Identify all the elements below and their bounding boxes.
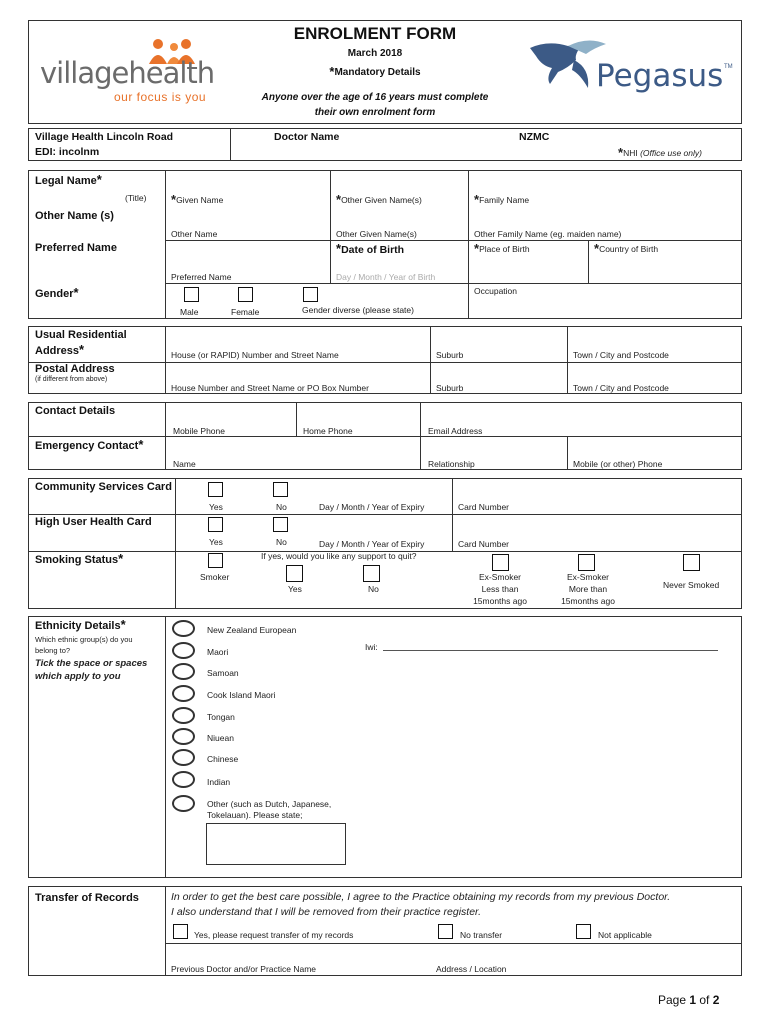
ethnicity-radio-indian[interactable] bbox=[172, 771, 195, 788]
ethnicity-option: Maori bbox=[207, 647, 229, 657]
ethnicity-radio-samoan[interactable] bbox=[172, 663, 195, 680]
contact-details-label: Contact Details bbox=[35, 405, 116, 417]
quit-support-question: If yes, would you like any support to quit? bbox=[261, 551, 417, 561]
ethnicity-option: Indian bbox=[207, 777, 231, 787]
csc-no-label: No bbox=[276, 502, 287, 512]
dob-label: *Date of Birth bbox=[336, 241, 405, 256]
transfer-no-label: No transfer bbox=[460, 930, 503, 940]
female-checkbox[interactable] bbox=[238, 287, 253, 302]
ex-smoker-less-label-1: Ex-Smoker bbox=[478, 572, 522, 582]
mandatory-note: *Mandatory Details bbox=[329, 64, 421, 79]
pegasus-tm: TM bbox=[724, 64, 733, 70]
huhc-label: High User Health Card bbox=[35, 516, 152, 528]
iwi-input-line[interactable] bbox=[383, 650, 718, 651]
never-smoked-label: Never Smoked bbox=[663, 580, 720, 590]
transfer-label: Transfer of Records bbox=[35, 892, 139, 904]
csc-yes-checkbox[interactable] bbox=[208, 482, 223, 497]
ethnicity-other-input[interactable] bbox=[206, 823, 346, 865]
previous-doctor-field[interactable]: Previous Doctor and/or Practice Name bbox=[171, 964, 317, 974]
usual-address-label-2: Address* bbox=[35, 342, 85, 357]
iwi-label: Iwi: bbox=[365, 642, 378, 652]
form-date: March 2018 bbox=[347, 48, 403, 59]
suburb-field[interactable]: Suburb bbox=[436, 350, 464, 360]
form-title: ENROLMENT FORM bbox=[293, 24, 457, 43]
villagehealth-logo bbox=[40, 38, 220, 104]
ex-smoker-more-label-3: 15months ago bbox=[561, 596, 615, 606]
emergency-contact-label: Emergency Contact* bbox=[35, 437, 144, 452]
emergency-mobile-field[interactable]: Mobile (or other) Phone bbox=[573, 459, 663, 469]
ethnicity-instruction-1: Tick the space or spaces bbox=[35, 658, 148, 669]
ethnicity-radio-niuean[interactable] bbox=[172, 728, 195, 745]
quit-no-checkbox[interactable] bbox=[363, 565, 380, 582]
email-field[interactable]: Email Address bbox=[428, 426, 483, 436]
nhi-label: *NHI (Office use only) bbox=[618, 145, 702, 160]
emergency-name-field[interactable]: Name bbox=[173, 459, 196, 469]
csc-card-number-field[interactable]: Card Number bbox=[458, 502, 510, 512]
csc-label: Community Services Card bbox=[35, 481, 172, 493]
quit-no-label: No bbox=[368, 584, 379, 594]
smoker-checkbox[interactable] bbox=[208, 553, 223, 568]
logo-wordmark: villagehealth bbox=[40, 56, 215, 90]
preferred-name-field[interactable]: Preferred Name bbox=[171, 272, 232, 282]
ethnicity-other-label-2: Tokelauan). Please state; bbox=[207, 810, 303, 820]
town-field[interactable]: Town / City and Postcode bbox=[573, 350, 669, 360]
family-name-label: *Family Name bbox=[474, 192, 530, 207]
suburb2-field[interactable]: Suburb bbox=[436, 383, 464, 393]
transfer-na-label: Not applicable bbox=[598, 930, 652, 940]
dob-field[interactable]: Day / Month / Year of Birth bbox=[336, 272, 436, 282]
ethnicity-radio-cook-island-maori[interactable] bbox=[172, 685, 195, 702]
page-number: Page 1 of 2 bbox=[658, 993, 720, 1007]
postal-note: (if different from above) bbox=[35, 376, 108, 383]
doctor-name-label: Doctor Name bbox=[274, 131, 340, 143]
mobile-phone-field[interactable]: Mobile Phone bbox=[173, 426, 225, 436]
age-note-line2: their own enrolment form bbox=[314, 107, 436, 118]
pegasus-logo bbox=[528, 38, 738, 100]
ethnicity-radio-nz-european[interactable] bbox=[172, 620, 195, 637]
other-family-field[interactable]: Other Family Name (eg. maiden name) bbox=[474, 229, 622, 239]
ex-smoker-more-label-1: Ex-Smoker bbox=[566, 572, 610, 582]
title-label: (Title) bbox=[125, 193, 147, 203]
ethnicity-radio-chinese[interactable] bbox=[172, 749, 195, 766]
ethnicity-label: Ethnicity Details* bbox=[35, 617, 126, 632]
transfer-no-checkbox[interactable] bbox=[438, 924, 453, 939]
transfer-na-checkbox[interactable] bbox=[576, 924, 591, 939]
gender-diverse-checkbox[interactable] bbox=[303, 287, 318, 302]
ethnicity-question-2: belong to? bbox=[35, 646, 71, 655]
house-po-field[interactable]: House Number and Street Name or PO Box Number bbox=[171, 383, 369, 393]
female-label: Female bbox=[231, 307, 260, 317]
legal-name-label: Legal Name* bbox=[35, 172, 102, 187]
ethnicity-radio-tongan[interactable] bbox=[172, 707, 195, 724]
ex-smoker-less-checkbox[interactable] bbox=[492, 554, 509, 571]
ethnicity-other-label-1: Other (such as Dutch, Japanese, bbox=[207, 799, 332, 809]
age-note-line1: Anyone over the age of 16 years must complete bbox=[261, 92, 489, 103]
other-given-field[interactable]: Other Given Name(s) bbox=[336, 229, 417, 239]
transfer-yes-checkbox[interactable] bbox=[173, 924, 188, 939]
relationship-field[interactable]: Relationship bbox=[428, 459, 475, 469]
ex-smoker-less-label-2: Less than bbox=[481, 584, 519, 594]
gender-diverse-label: Gender diverse (please state) bbox=[302, 305, 414, 315]
other-given-label: *Other Given Name(s) bbox=[336, 192, 422, 207]
nzmc-label: NZMC bbox=[519, 131, 550, 143]
practice-name: Village Health Lincoln Road bbox=[35, 131, 174, 143]
smoking-status-label: Smoking Status* bbox=[35, 551, 124, 566]
ethnicity-instruction-2: which apply to you bbox=[35, 671, 121, 682]
gender-label: Gender* bbox=[35, 285, 79, 300]
csc-yes-label: Yes bbox=[209, 502, 223, 512]
huhc-card-number-field[interactable]: Card Number bbox=[458, 539, 510, 549]
huhc-expiry-field[interactable]: Day / Month / Year of Expiry bbox=[319, 539, 425, 549]
ex-smoker-less-label-3: 15months ago bbox=[473, 596, 527, 606]
ethnicity-radio-maori[interactable] bbox=[172, 642, 195, 659]
given-name-label: *Given Name bbox=[171, 192, 224, 207]
home-phone-field[interactable]: Home Phone bbox=[303, 426, 353, 436]
place-of-birth-label: *Place of Birth bbox=[474, 241, 530, 256]
house-street-field[interactable]: House (or RAPID) Number and Street Name bbox=[171, 350, 339, 360]
transfer-consent-1: In order to get the best care possible, I agree to the Practice obtaining my records from my previous Doctor. bbox=[171, 891, 671, 903]
huhc-no-label: No bbox=[276, 537, 287, 547]
pegasus-wordmark: Pegasus bbox=[596, 58, 724, 94]
practice-edi: EDI: incolnm bbox=[35, 146, 100, 158]
transfer-consent-2: I also understand that I will be removed from their practice register. bbox=[171, 906, 482, 918]
quit-yes-checkbox[interactable] bbox=[286, 565, 303, 582]
ethnicity-option: Samoan bbox=[207, 668, 239, 678]
town2-field[interactable]: Town / City and Postcode bbox=[573, 383, 669, 393]
csc-no-checkbox[interactable] bbox=[273, 482, 288, 497]
occupation-label: Occupation bbox=[474, 286, 517, 296]
ethnicity-radio-other[interactable] bbox=[172, 795, 195, 812]
preferred-name-label: Preferred Name bbox=[35, 242, 117, 254]
postal-address-label: Postal Address bbox=[35, 363, 115, 375]
logo-tagline: our focus is you bbox=[114, 90, 207, 104]
ethnicity-option: Tongan bbox=[207, 712, 235, 722]
previous-address-field[interactable]: Address / Location bbox=[436, 964, 507, 974]
quit-yes-label: Yes bbox=[288, 584, 302, 594]
never-smoked-checkbox[interactable] bbox=[683, 554, 700, 571]
smoker-label: Smoker bbox=[200, 572, 230, 582]
male-label: Male bbox=[180, 307, 199, 317]
other-names-label: Other Name (s) bbox=[35, 210, 114, 222]
ex-smoker-more-checkbox[interactable] bbox=[578, 554, 595, 571]
ethnicity-box bbox=[28, 616, 742, 878]
male-checkbox[interactable] bbox=[184, 287, 199, 302]
transfer-yes-label: Yes, please request transfer of my records bbox=[194, 930, 354, 940]
huhc-yes-label: Yes bbox=[209, 537, 223, 547]
ethnicity-option: Chinese bbox=[207, 754, 239, 764]
country-of-birth-label: *Country of Birth bbox=[594, 241, 659, 256]
ethnicity-option: Cook Island Maori bbox=[207, 690, 276, 700]
huhc-no-checkbox[interactable] bbox=[273, 517, 288, 532]
ethnicity-option: Niuean bbox=[207, 733, 234, 743]
usual-address-label-1: Usual Residential bbox=[35, 329, 127, 341]
huhc-yes-checkbox[interactable] bbox=[208, 517, 223, 532]
ethnicity-option: New Zealand European bbox=[207, 625, 297, 635]
csc-expiry-field[interactable]: Day / Month / Year of Expiry bbox=[319, 502, 425, 512]
ethnicity-question-1: Which ethnic group(s) do you bbox=[35, 635, 133, 644]
ex-smoker-more-label-2: More than bbox=[568, 584, 608, 594]
other-name-field[interactable]: Other Name bbox=[171, 229, 218, 239]
